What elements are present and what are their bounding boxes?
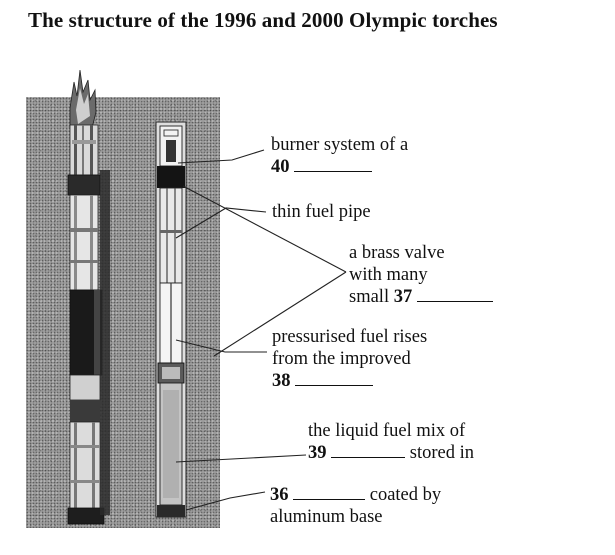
label-pressurised-line1: pressurised fuel rises: [272, 327, 428, 347]
question-number-37: 37: [393, 287, 413, 308]
label-valve-line3: small: [349, 287, 390, 308]
answer-blank-37[interactable]: [417, 286, 493, 302]
answer-blank-38[interactable]: [295, 370, 373, 386]
diagram-title: The structure of the 1996 and 2000 Olympic torches: [28, 8, 498, 32]
torch-1996: [68, 70, 110, 524]
label-valve-line1: a brass valve: [349, 243, 445, 263]
question-number-36: 36: [270, 485, 289, 505]
label-base-line2: aluminum base: [270, 507, 383, 528]
leader-pressurised: [176, 340, 267, 352]
torch-2000-cutaway: [156, 122, 186, 517]
leader-valve-a: [183, 186, 346, 272]
label-fuel-pipe: thin fuel pipe: [272, 202, 371, 222]
leader-base: [186, 492, 265, 510]
label-pressurised: [272, 326, 427, 393]
question-number-39: 39: [308, 443, 327, 464]
label-burner: [271, 134, 408, 178]
leader-liquid: [176, 455, 306, 462]
label-burner-line1: burner system of a: [271, 135, 409, 155]
question-number-40: 40: [271, 157, 290, 178]
label-liquid-fuel: [308, 420, 474, 464]
leader-burner: [178, 150, 264, 163]
question-number-38: 38: [272, 371, 291, 392]
label-pressurised-line2: from the improved: [272, 349, 411, 370]
label-liquid-line1: the liquid fuel mix of: [308, 421, 466, 441]
label-liquid-tail: stored in: [409, 443, 474, 464]
answer-blank-36[interactable]: [293, 484, 365, 500]
label-base: [270, 484, 441, 528]
answer-blank-40[interactable]: [294, 156, 372, 172]
label-base-tail: coated by: [369, 485, 442, 505]
label-valve-line2: with many: [349, 265, 428, 286]
label-valve: [349, 242, 493, 309]
answer-blank-39[interactable]: [331, 442, 405, 458]
